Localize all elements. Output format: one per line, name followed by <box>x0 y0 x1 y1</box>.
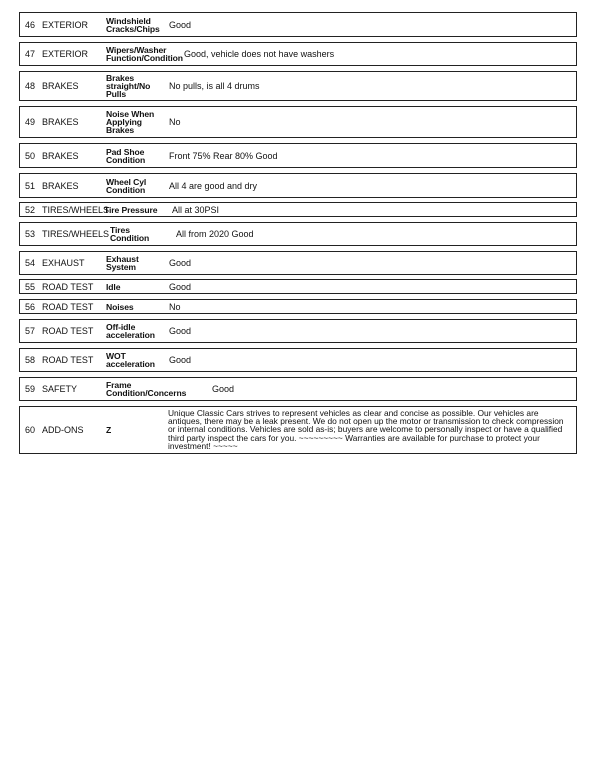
row-number: 57 <box>25 326 36 336</box>
row-result: All 4 are good and dry <box>169 180 258 191</box>
inspection-row <box>19 106 577 138</box>
inspection-row <box>19 42 577 66</box>
row-category: SAFETY <box>42 384 78 394</box>
row-category: BRAKES <box>42 117 79 127</box>
row-category: BRAKES <box>42 180 79 191</box>
row-category: TIRES/WHEELS <box>42 204 110 215</box>
row-result: No pulls, is all 4 drums <box>169 81 260 91</box>
row-result: Unique Classic Cars strives to represent vehicles as clear and concise as possible. Our vehicles are antiques, there may be a leak present. We do not open up the motor or transmission to check compression or internal conditions. Vehicles are sold as-is; buyers are welcome to personally inspect or have a qualified third party inspect the cars for you. ~~~~~~~~~ Warranties are available for purchase to protect your investment! ~~~~~ <box>168 408 564 451</box>
row-item: Pad Shoe Condition <box>106 146 146 165</box>
inspection-row <box>19 319 577 343</box>
row-result: All at 30PSI <box>172 204 220 215</box>
row-item: Frame Condition/Concerns <box>106 380 187 398</box>
row-result: Front 75% Rear 80% Good <box>169 150 278 161</box>
row-item: Wipers/Washer Function/Condition <box>106 45 183 63</box>
row-number: 59 <box>25 384 36 394</box>
row-category: ROAD TEST <box>42 326 94 336</box>
row-number: 48 <box>25 81 36 91</box>
row-number: 50 <box>25 150 36 161</box>
inspection-row <box>19 406 577 454</box>
row-item: Noise When Applying Brakes <box>106 109 155 135</box>
inspection-row <box>19 173 577 198</box>
row-number: 55 <box>25 281 36 292</box>
row-category: EXTERIOR <box>42 19 89 30</box>
row-result: Good <box>169 326 192 336</box>
row-item: Tires Condition <box>110 225 150 243</box>
row-category: ROAD TEST <box>42 281 94 292</box>
row-number: 60 <box>25 425 36 435</box>
row-category: ROAD TEST <box>42 355 94 365</box>
inspection-row <box>19 279 577 294</box>
row-result: Good, vehicle does not have washers <box>184 49 335 59</box>
row-number: 58 <box>25 355 36 365</box>
row-category: ROAD TEST <box>42 301 94 312</box>
row-item: Wheel Cyl Condition <box>106 176 147 195</box>
row-result: Good <box>169 258 192 268</box>
inspection-row <box>19 222 577 246</box>
row-category: BRAKES <box>42 150 79 161</box>
row-item: Tire Pressure <box>104 204 158 215</box>
row-number: 49 <box>25 117 36 127</box>
row-number: 51 <box>25 180 36 191</box>
row-number: 47 <box>25 49 36 59</box>
row-item: Idle <box>106 281 121 292</box>
row-result: All from 2020 Good <box>176 229 254 239</box>
inspection-row <box>19 143 577 168</box>
row-category: TIRES/WHEELS <box>42 229 110 239</box>
row-item: Exhaust System <box>106 254 139 272</box>
row-number: 56 <box>25 301 36 312</box>
row-number: 54 <box>25 258 36 268</box>
row-item: Brakes straight/No Pulls <box>106 73 151 99</box>
row-item: Off-idle acceleration <box>106 322 155 340</box>
row-result: Good <box>169 281 192 292</box>
row-result: No <box>169 301 181 312</box>
row-category: EXHAUST <box>42 258 85 268</box>
row-result: Good <box>169 355 192 365</box>
row-number: 52 <box>25 204 36 215</box>
row-item: Windshield Cracks/Chips <box>106 15 160 34</box>
inspection-row <box>19 251 577 275</box>
row-number: 46 <box>25 19 36 30</box>
row-category: ADD-ONS <box>42 425 84 435</box>
row-item: Z <box>106 425 112 435</box>
row-category: BRAKES <box>42 81 79 91</box>
inspection-row <box>19 348 577 372</box>
row-item: WOT acceleration <box>106 351 155 369</box>
row-result: Good <box>212 384 235 394</box>
inspection-row <box>19 202 577 217</box>
inspection-row <box>19 299 577 314</box>
row-item: Noises <box>106 301 134 312</box>
row-result: Good <box>169 19 192 30</box>
row-number: 53 <box>25 229 36 239</box>
row-result: No <box>169 117 181 127</box>
inspection-row <box>19 12 577 37</box>
inspection-row <box>19 377 577 401</box>
inspection-row <box>19 71 577 101</box>
row-category: EXTERIOR <box>42 49 89 59</box>
